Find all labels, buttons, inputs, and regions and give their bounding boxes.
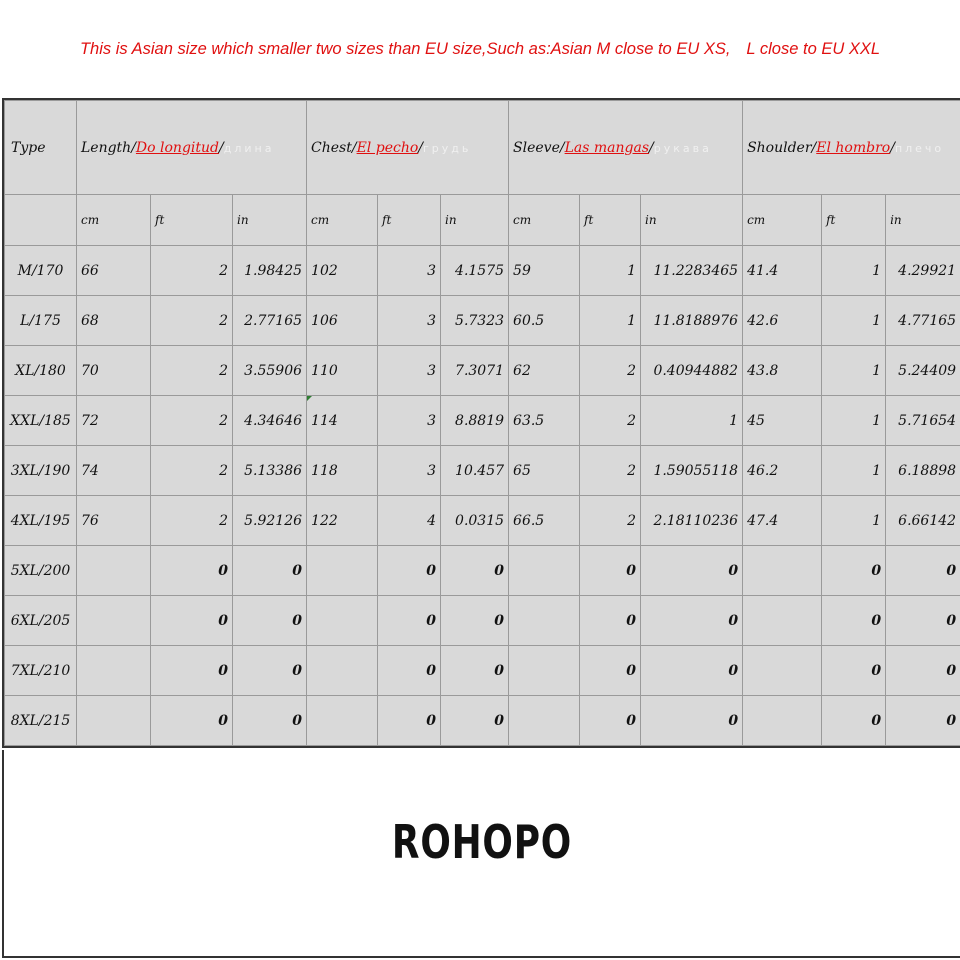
table-cell: 2.77165	[233, 296, 307, 346]
table-cell: 0	[580, 696, 641, 746]
table-cell: 122	[307, 496, 378, 546]
table-cell: 4.77165	[886, 296, 960, 346]
table-row	[5, 646, 960, 696]
table-cell: 0	[151, 696, 233, 746]
shoulder-en: Shoulder	[747, 139, 812, 156]
table-row	[5, 496, 960, 546]
table-cell: 2.18110236	[641, 496, 743, 546]
table-cell: 72	[77, 396, 151, 446]
table-cell: 68	[77, 296, 151, 346]
table-cell: 2	[151, 246, 233, 296]
chest-header: Chest/El pecho/грудь	[307, 101, 509, 195]
table-cell	[743, 646, 822, 696]
shoulder-ru: плечо	[894, 141, 945, 155]
table-cell: 11.2283465	[641, 246, 743, 296]
table-cell	[509, 546, 580, 596]
table-cell: 1	[580, 246, 641, 296]
size-type-cell: 4XL/195	[5, 496, 77, 546]
size-chart	[2, 98, 960, 748]
table-cell: 0	[378, 546, 441, 596]
size-type-cell: 3XL/190	[5, 446, 77, 496]
unit-header-row	[5, 195, 960, 246]
unit-cell: ft	[580, 195, 641, 246]
table-row	[5, 596, 960, 646]
size-notice-part1: This is Asian size which smaller two sizes than EU size,Such as:Asian M close to EU XS,	[79, 40, 731, 58]
table-cell	[509, 596, 580, 646]
table-cell: 0	[822, 646, 886, 696]
table-cell: 0.40944882	[641, 346, 743, 396]
shoulder-es: El hombro	[816, 139, 891, 156]
table-cell: 0	[886, 646, 960, 696]
table-cell: 70	[77, 346, 151, 396]
table-cell: 0	[151, 596, 233, 646]
table-cell	[307, 546, 378, 596]
table-cell: 3	[378, 446, 441, 496]
table-cell: 0	[580, 546, 641, 596]
group-header-row	[5, 101, 960, 195]
table-cell: 2	[580, 396, 641, 446]
table-cell: 1	[822, 446, 886, 496]
table-cell: 4	[378, 496, 441, 546]
table-cell: 5.24409	[886, 346, 960, 396]
table-cell: 74	[77, 446, 151, 496]
table-row	[5, 696, 960, 746]
table-cell: 2	[151, 496, 233, 546]
shoulder-header: Shoulder/El hombro/плечо	[743, 101, 960, 195]
table-cell: 0	[233, 696, 307, 746]
size-type-cell: XL/180	[5, 346, 77, 396]
size-type-cell: M/170	[5, 246, 77, 296]
table-cell: 0	[233, 646, 307, 696]
table-cell: 0	[641, 646, 743, 696]
table-cell	[307, 696, 378, 746]
table-cell: 6.66142	[886, 496, 960, 546]
type-header: Type	[5, 101, 77, 195]
table-cell: 2	[580, 496, 641, 546]
table-cell: 1	[580, 296, 641, 346]
size-notice-part2: L close to EU XXL	[746, 40, 881, 58]
unit-cell-blank	[5, 195, 77, 246]
unit-cell: ft	[151, 195, 233, 246]
size-type-cell: L/175	[5, 296, 77, 346]
table-cell: 1	[822, 346, 886, 396]
table-cell: 0	[641, 696, 743, 746]
table-cell: 0	[822, 546, 886, 596]
table-cell: 76	[77, 496, 151, 546]
table-cell: 63.5	[509, 396, 580, 446]
table-cell: 0	[822, 596, 886, 646]
table-cell: 66	[77, 246, 151, 296]
chest-en: Chest	[311, 139, 352, 156]
size-type-cell: 6XL/205	[5, 596, 77, 646]
size-type-cell: XXL/185	[5, 396, 77, 446]
table-cell: 42.6	[743, 296, 822, 346]
table-cell: 2	[580, 446, 641, 496]
table-row	[5, 246, 960, 296]
table-cell	[77, 696, 151, 746]
table-cell: 4.29921	[886, 246, 960, 296]
length-es: Do longitud	[135, 139, 219, 156]
table-cell: 4.34646	[233, 396, 307, 446]
table-cell: 0	[233, 596, 307, 646]
length-header: Length/Do longitud/длина	[77, 101, 307, 195]
table-cell: 2	[151, 296, 233, 346]
unit-cell: cm	[307, 195, 378, 246]
table-row	[5, 296, 960, 346]
sleeve-en: Sleeve	[513, 139, 560, 156]
table-row	[5, 346, 960, 396]
unit-cell: cm	[509, 195, 580, 246]
table-cell	[307, 646, 378, 696]
unit-cell: ft	[822, 195, 886, 246]
table-cell	[743, 696, 822, 746]
table-cell: 0	[378, 596, 441, 646]
table-cell: 0	[886, 546, 960, 596]
table-cell: 0	[151, 546, 233, 596]
table-cell	[77, 596, 151, 646]
table-cell: 46.2	[743, 446, 822, 496]
table-cell: 0	[151, 646, 233, 696]
table-cell: 2	[151, 396, 233, 446]
table-cell: 2	[580, 346, 641, 396]
unit-cell: ft	[378, 195, 441, 246]
table-cell	[509, 696, 580, 746]
table-cell	[77, 546, 151, 596]
table-cell: 59	[509, 246, 580, 296]
table-cell: 60.5	[509, 296, 580, 346]
table-cell: 0	[441, 696, 509, 746]
table-cell: 118	[307, 446, 378, 496]
table-cell: 0	[641, 596, 743, 646]
table-cell: 1.59055118	[641, 446, 743, 496]
size-table	[4, 100, 960, 746]
table-cell: 3	[378, 246, 441, 296]
table-cell: 4.1575	[441, 246, 509, 296]
table-cell: 6.18898	[886, 446, 960, 496]
table-cell: 2	[151, 346, 233, 396]
table-cell: 0	[378, 696, 441, 746]
table-cell: 41.4	[743, 246, 822, 296]
unit-cell: in	[441, 195, 509, 246]
table-cell	[743, 546, 822, 596]
table-cell: 66.5	[509, 496, 580, 546]
table-cell: 5.71654	[886, 396, 960, 446]
table-cell: 0	[580, 646, 641, 696]
table-cell: 1	[822, 496, 886, 546]
brand-logo: ROHOPO	[391, 815, 573, 869]
table-row	[5, 546, 960, 596]
table-cell: 3	[378, 346, 441, 396]
table-cell: 47.4	[743, 496, 822, 546]
table-cell: 5.92126	[233, 496, 307, 546]
table-cell: 1	[822, 396, 886, 446]
table-cell: 106	[307, 296, 378, 346]
table-cell	[307, 596, 378, 646]
table-cell: 0	[378, 646, 441, 696]
table-cell: 62	[509, 346, 580, 396]
table-cell: 0	[641, 546, 743, 596]
table-cell: 3	[378, 396, 441, 446]
table-cell: 5.13386	[233, 446, 307, 496]
sleeve-es: Las mangas	[564, 139, 650, 156]
unit-cell: in	[886, 195, 960, 246]
table-cell: 102	[307, 246, 378, 296]
chest-ru: грудь	[422, 141, 472, 155]
table-cell: 114	[307, 396, 378, 446]
unit-cell: in	[233, 195, 307, 246]
table-cell: 65	[509, 446, 580, 496]
table-cell: 2	[151, 446, 233, 496]
table-cell: 45	[743, 396, 822, 446]
size-rows	[5, 246, 960, 746]
unit-cell: cm	[743, 195, 822, 246]
size-type-cell: 5XL/200	[5, 546, 77, 596]
table-cell: 0	[441, 546, 509, 596]
table-cell: 1	[641, 396, 743, 446]
size-type-cell: 8XL/215	[5, 696, 77, 746]
table-cell	[743, 596, 822, 646]
table-cell: 1	[822, 246, 886, 296]
sleeve-header: Sleeve/Las mangas/рукава	[509, 101, 743, 195]
unit-cell: cm	[77, 195, 151, 246]
table-cell: 8.8819	[441, 396, 509, 446]
table-cell	[509, 646, 580, 696]
table-cell: 0	[441, 646, 509, 696]
table-cell: 3	[378, 296, 441, 346]
table-cell: 0	[886, 596, 960, 646]
table-cell: 0	[580, 596, 641, 646]
table-row	[5, 396, 960, 446]
length-en: Length	[81, 139, 132, 156]
table-cell: 0.0315	[441, 496, 509, 546]
table-cell: 7.3071	[441, 346, 509, 396]
table-row	[5, 446, 960, 496]
table-cell: 0	[822, 696, 886, 746]
table-cell	[77, 646, 151, 696]
size-type-cell: 7XL/210	[5, 646, 77, 696]
sleeve-ru: рукава	[653, 141, 712, 155]
table-cell: 0	[441, 596, 509, 646]
table-cell: 3.55906	[233, 346, 307, 396]
chest-es: El pecho	[356, 139, 419, 156]
table-cell: 110	[307, 346, 378, 396]
size-notice	[0, 40, 960, 59]
table-cell: 11.8188976	[641, 296, 743, 346]
length-ru: длина	[223, 141, 275, 155]
table-cell: 5.7323	[441, 296, 509, 346]
table-cell: 1.98425	[233, 246, 307, 296]
table-cell: 10.457	[441, 446, 509, 496]
table-cell: 0	[233, 546, 307, 596]
table-cell: 43.8	[743, 346, 822, 396]
table-cell: 0	[886, 696, 960, 746]
brand-panel	[2, 750, 960, 958]
table-cell: 1	[822, 296, 886, 346]
unit-cell: in	[641, 195, 743, 246]
